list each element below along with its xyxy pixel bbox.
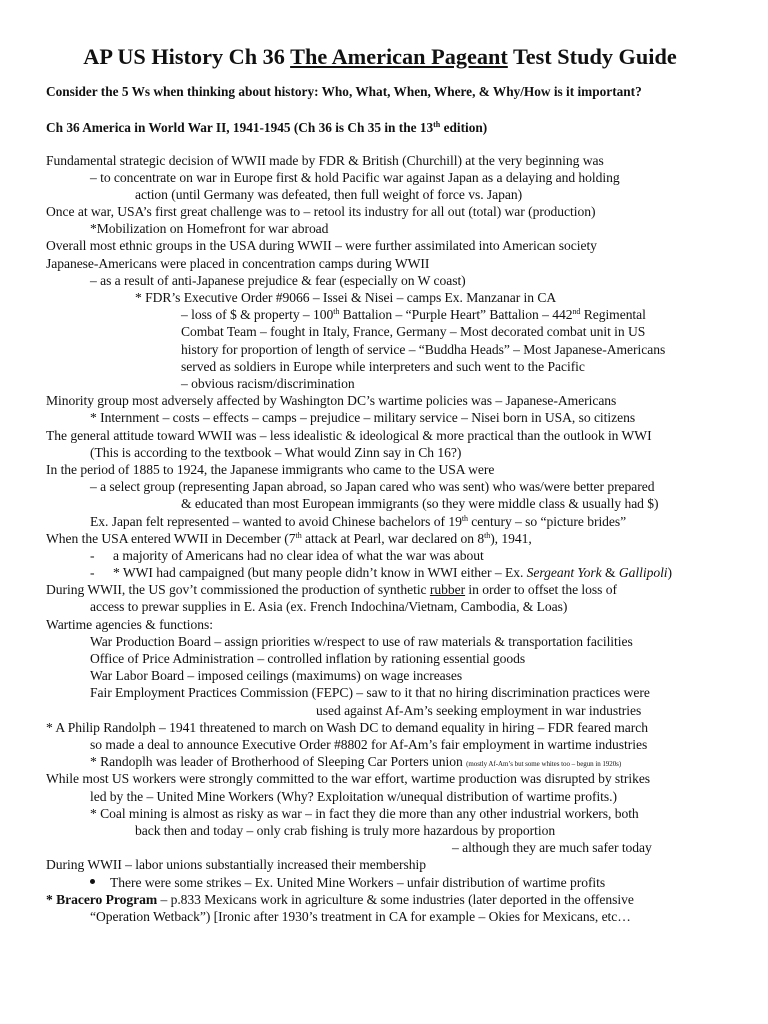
text-run: – p.833 Mexicans work in agriculture & some industries (later deported in the offensive xyxy=(157,892,634,907)
note-line: used against Af-Am’s seeking employment in war industries xyxy=(316,703,642,718)
note-line: While most US workers were strongly committed to the war effort, wartime production was disrupted by strikes xyxy=(46,771,651,786)
text-run: – loss of $ & property – 100 xyxy=(181,307,334,322)
note-line: – a select group (representing Japan abroad, so Japan cared who was sent) who was/were better prepared xyxy=(90,479,655,494)
note-line: Once at war, USA’s first great challenge was to – retool its industry for all out (total) war (production) xyxy=(46,204,596,219)
note-line xyxy=(46,582,617,598)
note-line: – to concentrate on war in Europe first & hold Pacific war against Japan as a delaying and holding xyxy=(90,170,620,185)
text-run: Battalion – “Purple Heart” Battalion – 442 xyxy=(339,307,573,322)
note-line: Japanese-Americans were placed in concentration camps during WWII xyxy=(46,256,430,271)
note-line: “Operation Wetback”) [Ironic after 1930’s treatment in CA for example – Okies for Mexicans, etc… xyxy=(90,909,631,924)
note-line: * Internment – costs – effects – camps – prejudice – military service – Nisei born in USA, so citizens xyxy=(90,410,636,425)
chapter-heading-text: Ch 36 America in World War II, 1941-1945 (Ch 36 is Ch 35 in the 13 xyxy=(46,120,434,135)
text-run: in order to offset the loss of xyxy=(465,582,617,597)
superscript: th xyxy=(484,531,491,540)
text-run: During WWII, the US gov’t commissioned the production of synthetic xyxy=(46,582,430,597)
note-line xyxy=(90,754,621,772)
text-run: There were some strikes – Ex. United Mine Workers – unfair distribution of wartime profits xyxy=(110,875,606,890)
note-line: *Mobilization on Homefront for war abroad xyxy=(90,221,329,236)
chapter-heading-sup: th xyxy=(433,120,441,129)
intro-instruction: Consider the 5 Ws when thinking about history: Who, What, When, Where, & Why/How is it important? xyxy=(46,84,642,99)
text-run: century – so “picture brides” xyxy=(467,514,627,529)
text-run: When the USA entered WWII in December (7 xyxy=(46,531,296,546)
note-line: Wartime agencies & functions: xyxy=(46,617,213,632)
underlined-term: rubber xyxy=(429,582,466,597)
note-line xyxy=(46,531,532,547)
note-line: In the period of 1885 to 1924, the Japanese immigrants who came to the USA were xyxy=(46,462,495,477)
bullet-line xyxy=(90,875,605,891)
note-line xyxy=(181,307,646,323)
note-line: led by the – United Mine Workers (Why? Exploitation w/unequal distribution of wartime profits.) xyxy=(90,789,617,804)
text-run: attack at Pearl, war declared on 8 xyxy=(301,531,485,546)
note-line: Overall most ethnic groups in the USA during WWII – were further assimilated into American society xyxy=(46,238,597,253)
superscript: th xyxy=(333,307,340,316)
italic-title: Gallipoli xyxy=(618,565,668,580)
text-run: * WWI had campaigned (but many people didn’t know in WWI either – Ex. xyxy=(113,565,527,580)
note-line xyxy=(90,514,626,530)
note-line: War Production Board – assign priorities w/respect to use of raw materials & transportation facilities xyxy=(90,634,633,649)
text-run: Regimental xyxy=(580,307,646,322)
note-line xyxy=(46,892,634,908)
note-line: Combat Team – fought in Italy, France, Germany – Most decorated combat unit in US xyxy=(181,324,646,339)
text-run: * Randoplh was leader of Brotherhood of Sleeping Car Porters union xyxy=(90,754,467,769)
note-line: history for proportion of length of service – “Buddha Heads” – Most Japanese-Americans xyxy=(181,342,666,357)
chapter-heading xyxy=(46,120,487,136)
note-line: During WWII – labor unions substantially increased their membership xyxy=(46,857,426,872)
note-line: * Coal mining is almost as risky as war – in fact they die more than any other industrial workers, both xyxy=(90,806,639,821)
note-line: so made a deal to announce Executive Order #8802 for Af-Am’s fair employment in wartime industries xyxy=(90,737,648,752)
note-line: – although they are much safer today xyxy=(452,840,652,855)
note-line: Fair Employment Practices Commission (FEPC) – saw to it that no hiring discrimination practices were xyxy=(90,685,650,700)
note-line: action (until Germany was defeated, then full weight of force vs. Japan) xyxy=(135,187,523,202)
text-run: ) xyxy=(667,565,673,580)
note-line: access to prewar supplies in E. Asia (ex. French Indochina/Vietnam, Cambodia, & Loas) xyxy=(90,599,568,614)
superscript: nd xyxy=(572,307,581,316)
page-title xyxy=(0,44,760,70)
note-line xyxy=(113,565,672,581)
note-line: & educated than most European immigrants (so they were middle class & usually had $) xyxy=(181,496,659,511)
text-run: Ex. Japan felt represented – wanted to avoid Chinese bachelors of 19 xyxy=(90,514,462,529)
italic-title: Sergeant York xyxy=(526,565,602,580)
title-prefix: AP US History Ch 36 xyxy=(83,44,291,69)
note-line: * FDR’s Executive Order #9066 – Issei & Nisei – camps Ex. Manzanar in CA xyxy=(135,290,557,305)
small-print-note: (mostly Af-Am’s but some whites too – begun in 1920s) xyxy=(466,760,622,768)
note-line: a majority of Americans had no clear idea of what the war was about xyxy=(113,548,484,563)
note-line: * A Philip Randolph – 1941 threatened to march on Wash DC to demand equality in hiring – FDR feared march xyxy=(46,720,648,735)
bold-term: * Bracero Program xyxy=(46,892,158,907)
text-run: & xyxy=(601,565,619,580)
note-line: Office of Price Administration – controlled inflation by rationing essential goods xyxy=(90,651,526,666)
dash-bullet: - xyxy=(90,548,95,563)
title-suffix: Test Study Guide xyxy=(507,44,677,69)
superscript: th xyxy=(461,514,468,523)
note-line: – as a result of anti-Japanese prejudice & fear (especially on W coast) xyxy=(90,273,466,288)
note-line: War Labor Board – imposed ceilings (maximums) on wage increases xyxy=(90,668,463,683)
note-line: (This is according to the textbook – What would Zinn say in Ch 16?) xyxy=(90,445,462,460)
note-line: Minority group most adversely affected by Washington DC’s wartime policies was – Japanese-Americans xyxy=(46,393,617,408)
note-line: back then and today – only crab fishing is truly more hazardous by proportion xyxy=(135,823,556,838)
note-line: Fundamental strategic decision of WWII made by FDR & British (Churchill) at the very beginning was xyxy=(46,153,604,168)
superscript: th xyxy=(295,531,302,540)
note-line: served as soldiers in Europe while interpreters and such went to the Pacific xyxy=(181,359,585,374)
note-line: – obvious racism/discrimination xyxy=(181,376,355,391)
bullet-dot-icon xyxy=(90,879,95,884)
text-run: ), 1941, xyxy=(490,531,532,546)
note-line: The general attitude toward WWII was – less idealistic & ideological & more practical than the outlook in WWI xyxy=(46,428,652,443)
dash-bullet: - xyxy=(90,565,95,580)
title-book-name: The American Pageant xyxy=(290,44,508,69)
chapter-heading-suffix: edition) xyxy=(440,120,488,135)
